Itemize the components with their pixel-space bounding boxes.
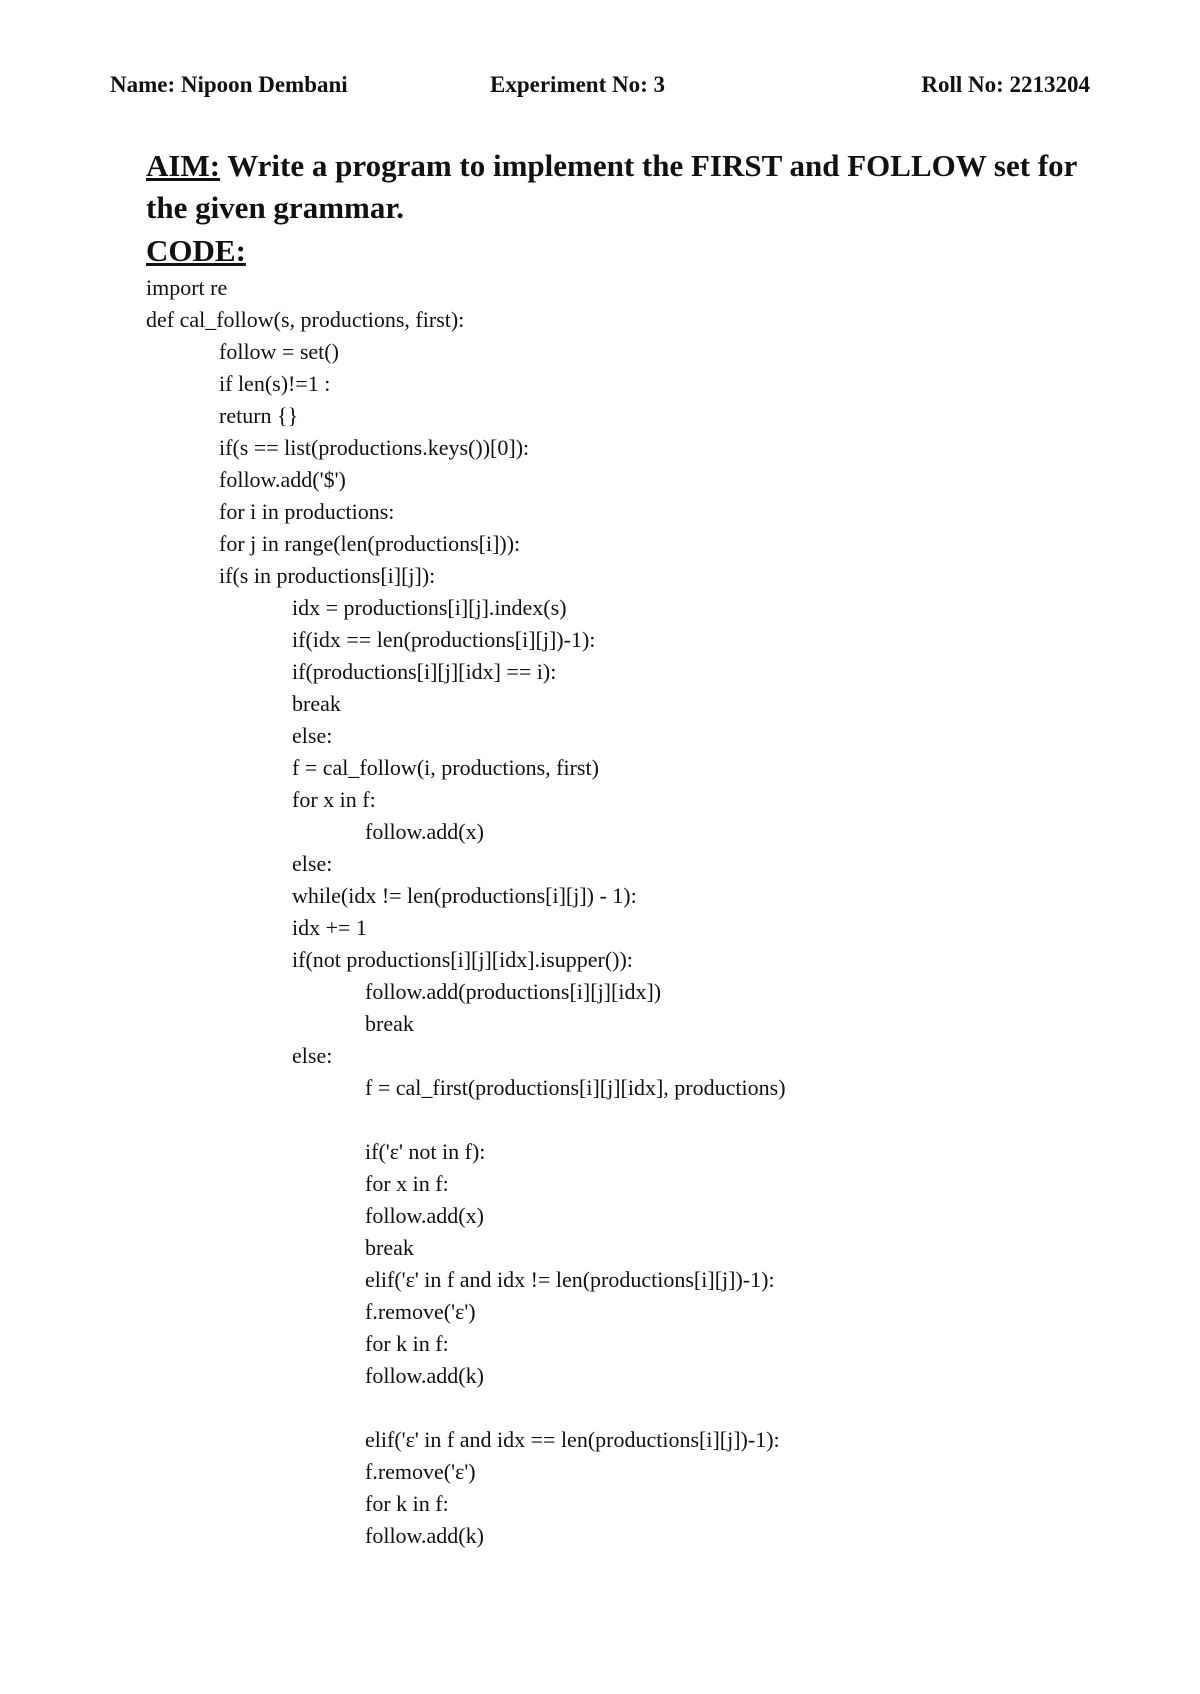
code-line: if(productions[i][j][idx] == i): [292,659,557,684]
code-line: else: [292,1043,333,1068]
code-line: elif('ε' in f and idx == len(productions[i][j])-1): [365,1427,780,1452]
code-line: for x in f: [292,787,376,812]
roll-number: Roll No: 2213204 [921,72,1090,97]
experiment-number: Experiment No: 3 [490,72,666,97]
code-line: follow.add(k) [365,1363,484,1388]
code-line: elif('ε' in f and idx != len(productions[i][j])-1): [365,1267,775,1292]
code-line: else: [292,723,333,748]
code-line: if(idx == len(productions[i][j])-1): [292,627,596,652]
code-line: follow.add(productions[i][j][idx]) [365,979,662,1004]
blank-line [146,1104,1146,1136]
code-line: while(idx != len(productions[i][j]) - 1): [292,883,637,908]
code-line: follow.add('$') [219,467,346,492]
code-line: if(s in productions[i][j]): [219,563,436,588]
code-line: follow.add(k) [365,1523,484,1548]
code-block [146,272,1146,1552]
code-line: if(s == list(productions.keys())[0]): [219,435,530,460]
code-line: return {} [219,403,299,428]
code-line: for j in range(len(productions[i])): [219,531,521,556]
code-line: if len(s)!=1 : [219,371,331,396]
blank-line [146,1392,1146,1424]
code-line: for x in f: [365,1171,449,1196]
code-line: follow.add(x) [365,819,484,844]
code-line: else: [292,851,333,876]
aim-text: Write a program to implement the FIRST and FOLLOW set for the given grammar. [146,148,1077,225]
code-line: f = cal_follow(i, productions, first) [292,755,599,780]
code-line: break [365,1011,414,1036]
code-line: break [292,691,341,716]
code-line: for k in f: [365,1331,449,1356]
code-line: follow = set() [219,339,339,364]
code-line: break [365,1235,414,1260]
code-line: if('ε' not in f): [365,1139,486,1164]
code-line: for i in productions: [219,499,395,524]
code-line: for k in f: [365,1491,449,1516]
code-heading: CODE: [146,233,246,268]
aim-label: AIM: [146,148,221,183]
code-line: follow.add(x) [365,1203,484,1228]
code-line: idx += 1 [292,915,367,940]
page-header [110,72,1090,106]
code-line: import re [146,275,228,300]
code-line: def cal_follow(s, productions, first): [146,307,465,332]
code-line: idx = productions[i][j].index(s) [292,595,567,620]
code-line: if(not productions[i][j][idx].isupper()): [292,947,633,972]
aim-statement [146,145,1086,229]
code-line: f.remove('ε') [365,1459,476,1484]
code-line: f.remove('ε') [365,1299,476,1324]
code-line: f = cal_first(productions[i][j][idx], productions) [365,1075,786,1100]
student-name: Name: Nipoon Dembani [110,72,348,97]
